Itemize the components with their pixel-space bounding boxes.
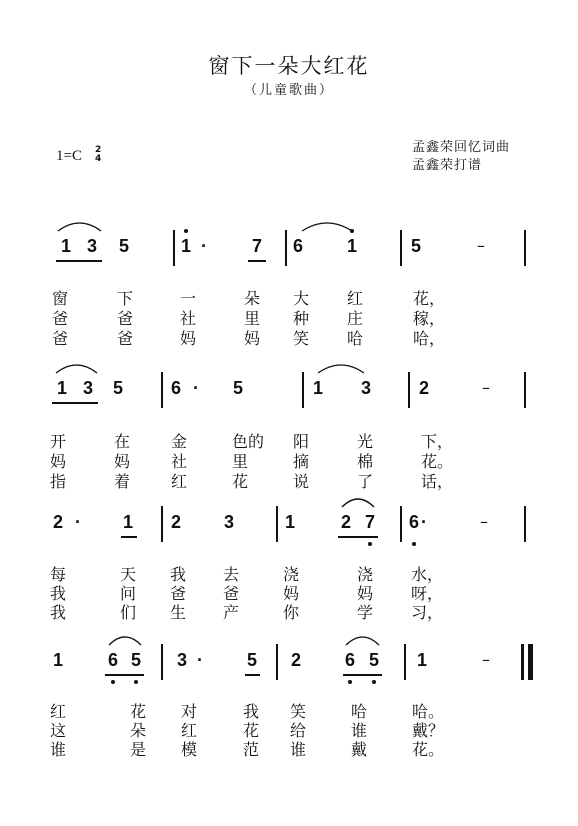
note-dot: · bbox=[421, 512, 427, 532]
note: 3 bbox=[176, 650, 187, 670]
lyric-syllable: 社 bbox=[171, 452, 188, 471]
lyric-syllable: 花。 bbox=[412, 740, 445, 759]
lyric-syllable: 花， bbox=[413, 289, 446, 308]
lyric-syllable: 这 bbox=[50, 721, 67, 740]
lyric-syllable: 妈 bbox=[50, 452, 67, 471]
lyric-syllable: 哈 bbox=[351, 702, 368, 721]
lyric-syllable: 谁 bbox=[290, 740, 307, 759]
lyric-syllable: 妈 bbox=[244, 329, 261, 348]
lyric-syllable: 窗 bbox=[52, 289, 69, 308]
lyric-syllable: 光 bbox=[357, 432, 374, 451]
lyric-syllable: 学 bbox=[357, 603, 374, 622]
lyric-syllable: 里 bbox=[232, 452, 249, 471]
lyric-syllable: 哈 bbox=[347, 329, 364, 348]
note: 3 bbox=[223, 512, 234, 532]
note: 5 bbox=[232, 378, 243, 398]
note: 6 bbox=[344, 650, 355, 670]
lyric-syllable: 产 bbox=[223, 603, 240, 622]
lyric-syllable: 里 bbox=[244, 309, 261, 328]
note: 5 bbox=[112, 378, 123, 398]
note: 2 bbox=[170, 512, 181, 532]
note-dash: – bbox=[480, 512, 488, 531]
lyric-syllable: 开 bbox=[50, 432, 67, 451]
note: 2 bbox=[290, 650, 301, 670]
lyric-syllable: 稼， bbox=[413, 309, 446, 328]
song-subtitle: （儿童歌曲） bbox=[243, 83, 334, 98]
lyric-syllable: 了 bbox=[357, 472, 374, 491]
note: 1 bbox=[122, 512, 133, 532]
lyric-syllable: 哈。 bbox=[412, 702, 445, 721]
lyric-syllable: 妈 bbox=[357, 584, 374, 603]
lyric-syllable: 爸 bbox=[52, 309, 69, 328]
note: 1 bbox=[416, 650, 427, 670]
lyric-syllable: 下 bbox=[117, 289, 134, 308]
note: 6 bbox=[107, 650, 118, 670]
slur bbox=[58, 223, 101, 231]
lyric-syllable: 模 bbox=[181, 740, 198, 759]
lyric-syllable: 们 bbox=[120, 603, 137, 622]
lyric-syllable: 浇 bbox=[283, 565, 300, 584]
note-dot: · bbox=[75, 512, 81, 532]
note: 5 bbox=[410, 236, 421, 256]
note: 7 bbox=[251, 236, 262, 256]
lyric-syllable: 哈， bbox=[413, 329, 446, 348]
lyric-syllable: 社 bbox=[180, 309, 197, 328]
slur bbox=[318, 365, 364, 373]
lyric-syllable: 一 bbox=[180, 289, 197, 308]
lyric-syllable: 爸 bbox=[223, 584, 240, 603]
note: 1 bbox=[284, 512, 295, 532]
lyric-syllable: 戴？ bbox=[412, 721, 445, 740]
note: 5 bbox=[118, 236, 129, 256]
lyric-syllable: 我 bbox=[50, 603, 67, 622]
note: 3 bbox=[86, 236, 97, 256]
lyric-syllable: 爸 bbox=[170, 584, 187, 603]
lyric-syllable: 话， bbox=[421, 472, 454, 491]
lyric-syllable: 朵 bbox=[244, 289, 261, 308]
lyric-syllable: 爸 bbox=[52, 329, 69, 348]
lyric-syllable: 妈 bbox=[114, 452, 131, 471]
lyric-syllable: 大 bbox=[293, 289, 310, 308]
note: 2 bbox=[340, 512, 351, 532]
lyric-syllable: 花 bbox=[232, 472, 249, 491]
lyric-syllable: 指 bbox=[50, 472, 67, 491]
lyric-syllable: 花。 bbox=[421, 452, 454, 471]
lyric-syllable: 去 bbox=[223, 565, 240, 584]
lyric-syllable: 摘 bbox=[293, 452, 310, 471]
note: 1 bbox=[52, 650, 63, 670]
note: 5 bbox=[130, 650, 141, 670]
lyric-syllable: 在 bbox=[114, 432, 131, 451]
lyric-syllable: 笑 bbox=[293, 329, 310, 348]
note: 1 bbox=[312, 378, 323, 398]
lyric-syllable: 我 bbox=[243, 702, 260, 721]
note: 3 bbox=[82, 378, 93, 398]
song-title: 窗下一朵大红花 bbox=[208, 54, 370, 78]
slur bbox=[109, 637, 141, 645]
note-dot: · bbox=[197, 650, 203, 670]
lyric-syllable: 阳 bbox=[293, 432, 310, 451]
lyric-syllable: 花 bbox=[130, 702, 147, 721]
lyric-syllable: 金 bbox=[171, 432, 188, 451]
lyric-syllable: 说 bbox=[293, 472, 310, 491]
note: 1 bbox=[56, 378, 67, 398]
lyric-syllable: 爸 bbox=[117, 329, 134, 348]
lyricist-composer-credit: 孟鑫荣回忆词曲 bbox=[412, 140, 511, 155]
lyric-syllable: 庄 bbox=[347, 309, 364, 328]
lyric-syllable: 对 bbox=[181, 702, 198, 721]
lyric-syllable: 着 bbox=[114, 472, 131, 491]
note-dot: · bbox=[201, 236, 207, 256]
note-dot: · bbox=[193, 378, 199, 398]
lyric-syllable: 色的 bbox=[232, 432, 265, 451]
lyric-syllable: 红 bbox=[171, 472, 188, 491]
lyric-syllable: 范 bbox=[243, 740, 260, 759]
note: 7 bbox=[364, 512, 375, 532]
lyric-syllable: 妈 bbox=[283, 584, 300, 603]
lyric-syllable: 给 bbox=[290, 721, 307, 740]
slur bbox=[302, 223, 352, 231]
time-signature-top: 2 bbox=[95, 145, 102, 155]
note: 2 bbox=[418, 378, 429, 398]
lyric-syllable: 种 bbox=[293, 309, 310, 328]
lyric-syllable: 棉 bbox=[357, 452, 374, 471]
slur bbox=[342, 499, 374, 507]
lyric-syllable: 戴 bbox=[351, 740, 368, 759]
note: 1 bbox=[346, 236, 357, 256]
notation-credit: 孟鑫荣打谱 bbox=[412, 158, 483, 173]
note-dash: – bbox=[482, 650, 490, 669]
lyric-syllable: 红 bbox=[347, 289, 364, 308]
lyric-syllable: 问 bbox=[120, 584, 137, 603]
note: 3 bbox=[360, 378, 371, 398]
time-signature-bottom: 4 bbox=[95, 154, 102, 164]
lyric-syllable: 我 bbox=[170, 565, 187, 584]
lyric-syllable: 我 bbox=[50, 584, 67, 603]
lyric-syllable: 红 bbox=[181, 721, 198, 740]
slur bbox=[56, 365, 97, 373]
lyric-syllable: 你 bbox=[283, 603, 300, 622]
lyric-syllable: 红 bbox=[50, 702, 67, 721]
note: 6 bbox=[292, 236, 303, 256]
lyric-syllable: 呀， bbox=[411, 584, 444, 603]
lyric-syllable: 生 bbox=[170, 603, 187, 622]
note: 6 bbox=[408, 512, 419, 532]
lyric-syllable: 朵 bbox=[130, 721, 147, 740]
lyric-syllable: 天 bbox=[120, 565, 137, 584]
lyric-syllable: 笑 bbox=[290, 702, 307, 721]
lyric-syllable: 下， bbox=[421, 432, 454, 451]
lyric-syllable: 妈 bbox=[180, 329, 197, 348]
key-signature: 1=C bbox=[56, 148, 82, 164]
lyric-syllable: 水， bbox=[411, 565, 444, 584]
note: 2 bbox=[52, 512, 63, 532]
lyric-syllable: 爸 bbox=[117, 309, 134, 328]
note: 1 bbox=[180, 236, 191, 256]
lyric-syllable: 谁 bbox=[351, 721, 368, 740]
note-dash: – bbox=[477, 236, 485, 255]
lyric-syllable: 浇 bbox=[357, 565, 374, 584]
note: 5 bbox=[368, 650, 379, 670]
note-dash: – bbox=[482, 378, 490, 397]
lyric-syllable: 谁 bbox=[50, 740, 67, 759]
note: 5 bbox=[246, 650, 257, 670]
lyric-syllable: 是 bbox=[130, 740, 147, 759]
slur bbox=[346, 637, 379, 645]
lyric-syllable: 习， bbox=[411, 603, 444, 622]
note: 1 bbox=[60, 236, 71, 256]
lyric-syllable: 花 bbox=[243, 721, 260, 740]
note: 6 bbox=[170, 378, 181, 398]
lyric-syllable: 每 bbox=[50, 565, 67, 584]
